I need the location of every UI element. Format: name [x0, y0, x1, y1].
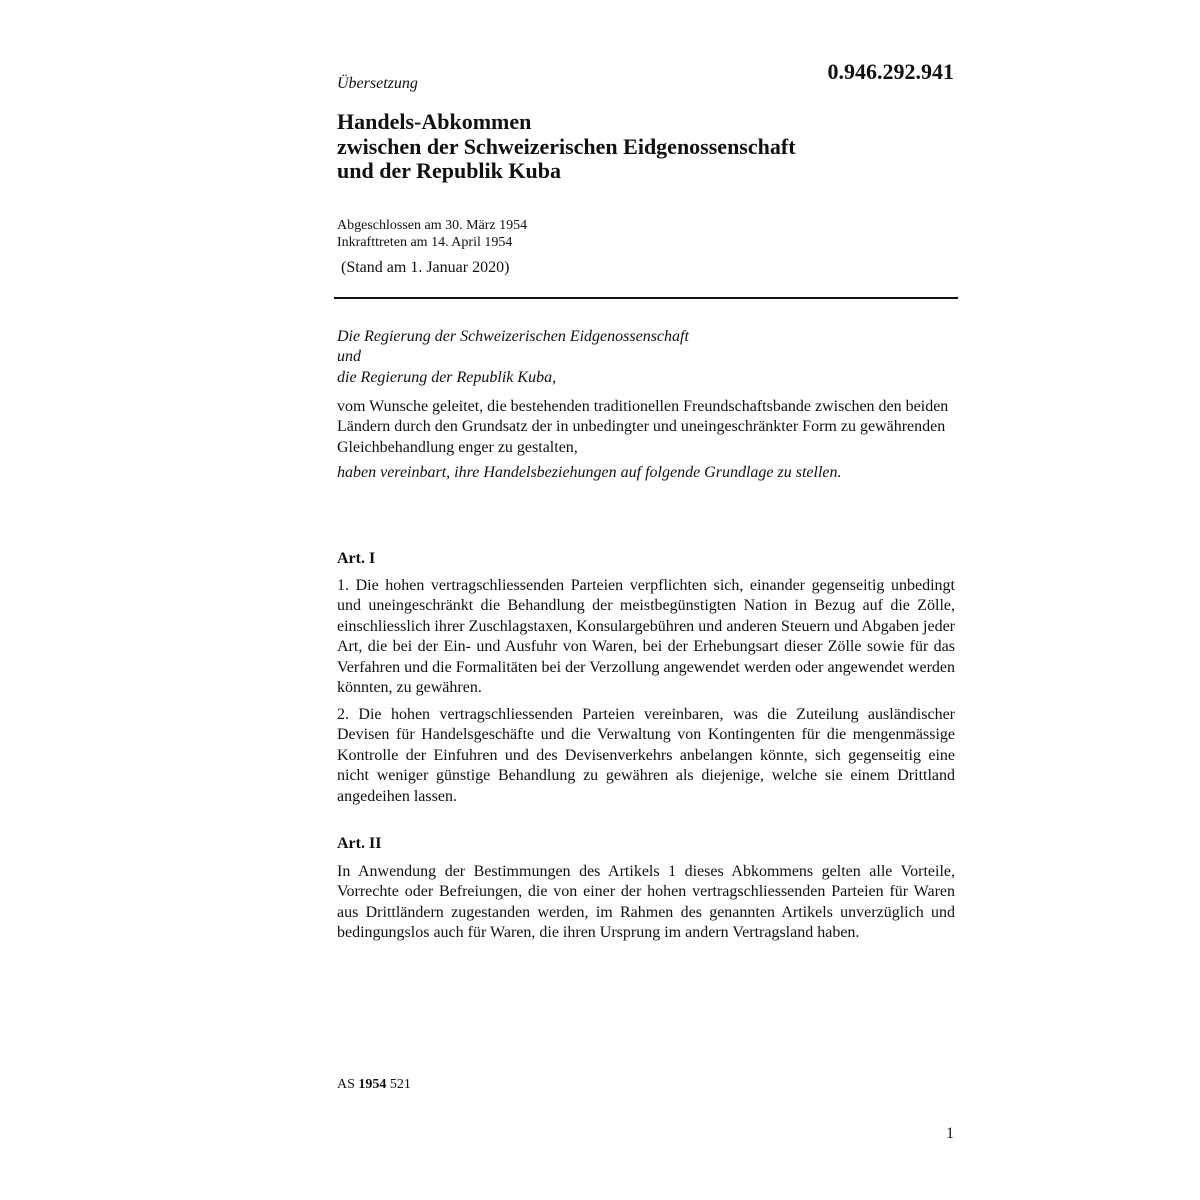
title-line-3: und der Republik Kuba: [337, 158, 561, 183]
page-number: 1: [946, 1125, 954, 1142]
title-line-1: Handels-Abkommen: [337, 109, 532, 134]
translation-label: Übersetzung: [337, 75, 418, 92]
as-year: 1954: [358, 1077, 387, 1092]
document-title: [337, 110, 957, 184]
preamble-parties: [337, 327, 955, 388]
header-divider: [334, 297, 958, 299]
as-prefix: AS: [337, 1077, 355, 1092]
article-2-heading: Art. II: [337, 835, 382, 852]
date-block: [337, 218, 527, 251]
status-date: (Stand am 1. Januar 2020): [341, 259, 510, 276]
as-page: 521: [389, 1077, 411, 1092]
preamble-and: und: [337, 348, 361, 366]
preamble-party-2: die Regierung der Republik Kuba,: [337, 368, 557, 386]
preamble-desire: vom Wunsche geleitet, die bestehenden traditionellen Freundschaftsbande zwischen den beiden Ländern durch den Grundsatz der in unbedingter und uneingeschränkter Form zu gewährenden Gleichbehandlung enger zu gestalten,: [337, 398, 949, 456]
preamble-agreement: haben vereinbart, ihre Handelsbeziehungen auf folgende Grundlage zu stellen.: [337, 464, 842, 481]
preamble-party-1: Die Regierung der Schweizerischen Eidgenossenschaft: [337, 328, 689, 345]
article-2-paragraph-1: In Anwendung der Bestimmungen des Artikels 1 dieses Abkommens gelten alle Vorteile, Vorrechte oder Befreiungen, die von einer der hohen vertragschliessenden Parteien für Waren aus Drittländern zugestanden werden, im Rahmen des genannten Artikels unverzüglich und bedingungslos auch für Waren, die ihren Ursprung im andern Vertragsland haben.: [337, 863, 955, 942]
title-line-2: zwischen der Schweizerischen Eidgenossenschaft: [337, 133, 796, 159]
official-compilation-reference: [337, 1076, 411, 1094]
article-1-paragraph-1: 1. Die hohen vertragschliessenden Parteien verpflichten sich, einander gegenseitig unbedingt und uneingeschränkt die Behandlung der meistbegünstigten Nation in Bezug auf die Zölle, einschliesslich ihrer Zuschlagstaxen, Konsulargebühren und anderen Steuern und Abgaben jeder Art, die bei der Ein- und Ausfuhr von Waren, bei der Erhebungsart dieser Zölle sowie für das Verfahren und die Formalitäten bei der Verzollung angewendet werden oder angewendet werden könnten, zu gewähren.: [337, 577, 955, 697]
article-1-paragraph-2: 2. Die hohen vertragschliessenden Parteien vereinbaren, was die Zuteilung ausländischer Devisen für Handelsgeschäfte und die Verwaltung von Kontingenten für die mengenmässige Kontrolle der Einfuhren und des Devisenverkehrs anbelangen könnte, sich gegenseitig eine nicht weniger günstige Behandlung zu gewähren als diejenige, welche sie einem Drittland angedeihen lassen.: [337, 706, 955, 805]
concluded-date: Abgeschlossen am 30. März 1954: [337, 218, 528, 233]
sr-number: 0.946.292.941: [827, 59, 954, 84]
in-force-date: Inkrafttreten am 14. April 1954: [337, 234, 513, 250]
article-1-heading: Art. I: [337, 550, 376, 567]
